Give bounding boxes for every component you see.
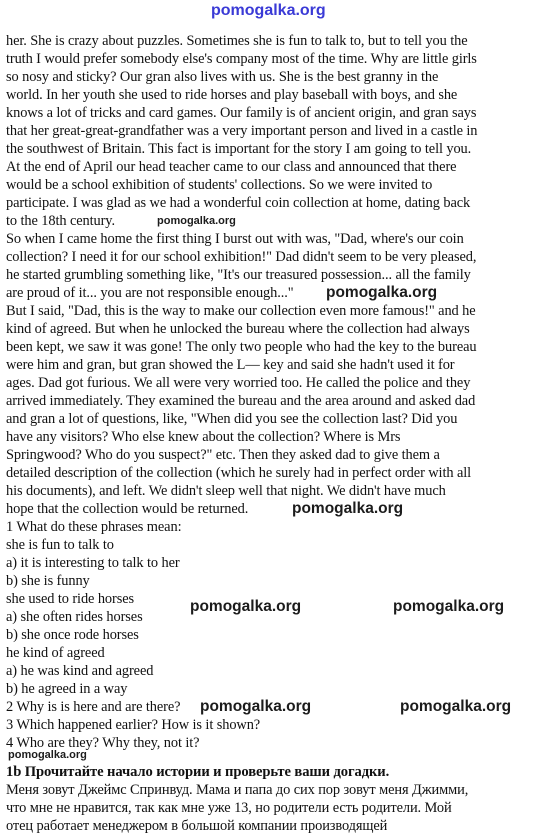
story-line: But I said, "Dad, this is the way to make our collection even more famous!" and he: [6, 303, 476, 319]
watermark: pomogalka.org: [8, 749, 87, 761]
story-line: Springwood? Who do you suspect?" etc. Then they asked dad to give them a: [6, 447, 440, 463]
story-line: that her great-great-grandfather was a very important person and lived in a castle in: [6, 123, 478, 139]
task-line: b) he agreed in a way: [6, 681, 128, 697]
story-line: the southwest of Britain. This fact is important for the story I am going to tell you.: [6, 141, 472, 157]
russian-line: отец работает менеджером в большой компании производящей: [6, 818, 388, 834]
story-line: kind of agreed. But when he unlocked the bureau where the collection had always: [6, 321, 470, 337]
task-line: a) she often rides horses: [6, 609, 143, 625]
watermark: pomogalka.org: [326, 284, 438, 301]
task-line: 2 Why is is here and are there?: [6, 699, 181, 715]
story-line: arrived immediately. They examined the bureau and the area around and asked dad: [6, 393, 476, 409]
story-line: so nosy and sticky? Our gran also lives with us. She is the best granny in the: [6, 69, 439, 85]
watermark: pomogalka.org: [190, 598, 302, 615]
story-line: hope that the collection would be returned.: [6, 501, 249, 517]
task-line: she is fun to talk to: [6, 537, 114, 553]
story-line: and gran a lot of questions, like, "When did you see the collection last? Did you: [6, 411, 458, 427]
story-line: knows a lot of tricks and card games. Our family is of ancient origin, and gran says: [6, 105, 477, 121]
russian-line: что мне не нравится, так как мне уже 13, но родители есть родители. Мой: [6, 800, 452, 816]
story-line: been kept, we saw it was gone! The only two people who had the key to the bureau: [6, 339, 477, 355]
story-line: collection? I need it for our school exhibition!" Dad didn't seem to be very pleased,: [6, 249, 477, 265]
story-line: ages. Dad got furious. We all were very worried too. He called the police and they: [6, 375, 471, 391]
story-line: he started grumbling something like, "It's our treasured possession... all the family: [6, 267, 471, 283]
story-line: are proud of it... you are not responsible enough...": [6, 285, 294, 301]
story-line: were him and gran, but gran showed the L— key and said she hadn't used it for: [6, 357, 455, 373]
watermark: pomogalka.org: [393, 598, 505, 615]
russian-heading: 1b Прочитайте начало истории и проверьте ваши догадки.: [6, 764, 390, 780]
watermark: pomogalka.org: [292, 500, 404, 517]
watermark: pomogalka.org: [200, 698, 312, 715]
task-line: a) it is interesting to talk to her: [6, 555, 180, 571]
task-line: b) she is funny: [6, 573, 90, 589]
story-line: truth I would prefer somebody else's company most of the time. Why are little girls: [6, 51, 477, 67]
task-line: 4 Who are they? Why they, not it?: [6, 735, 200, 751]
story-line: detailed description of the collection (which he surely had in perfect order with all: [6, 465, 472, 481]
story-line: At the end of April our head teacher came to our class and announced that there: [6, 159, 457, 175]
watermark: pomogalka.org: [157, 215, 236, 227]
task-line: she used to ride horses: [6, 591, 134, 607]
task-line: b) she once rode horses: [6, 627, 139, 643]
russian-line: Меня зовут Джеймс Спринвуд. Мама и папа до сих пор зовут меня Джимми,: [6, 782, 469, 798]
story-line: So when I came home the first thing I burst out with was, "Dad, where's our coin: [6, 231, 464, 247]
watermark: pomogalka.org: [400, 698, 512, 715]
story-line: her. She is crazy about puzzles. Sometimes she is fun to talk to, but to tell you the: [6, 33, 468, 49]
story-line: his documents), and left. We didn't sleep well that night. We didn't have much: [6, 483, 446, 499]
story-line: would be a school exhibition of students' collections. So we were invited to: [6, 177, 433, 193]
story-line: to the 18th century.: [6, 213, 115, 229]
task-line: he kind of agreed: [6, 645, 105, 661]
task-line: 3 Which happened earlier? How is it shown?: [6, 717, 261, 733]
story-line: world. In her youth she used to ride horses and play baseball with boys, and she: [6, 87, 458, 103]
story-line: have any visitors? Who else knew about the collection? Where is Mrs: [6, 429, 401, 445]
watermark-top: pomogalka.org: [211, 2, 326, 19]
story-line: participate. I was glad as we had a wonderful coin collection at home, dating back: [6, 195, 471, 211]
task-line: 1 What do these phrases mean:: [6, 519, 182, 535]
task-line: a) he was kind and agreed: [6, 663, 154, 679]
